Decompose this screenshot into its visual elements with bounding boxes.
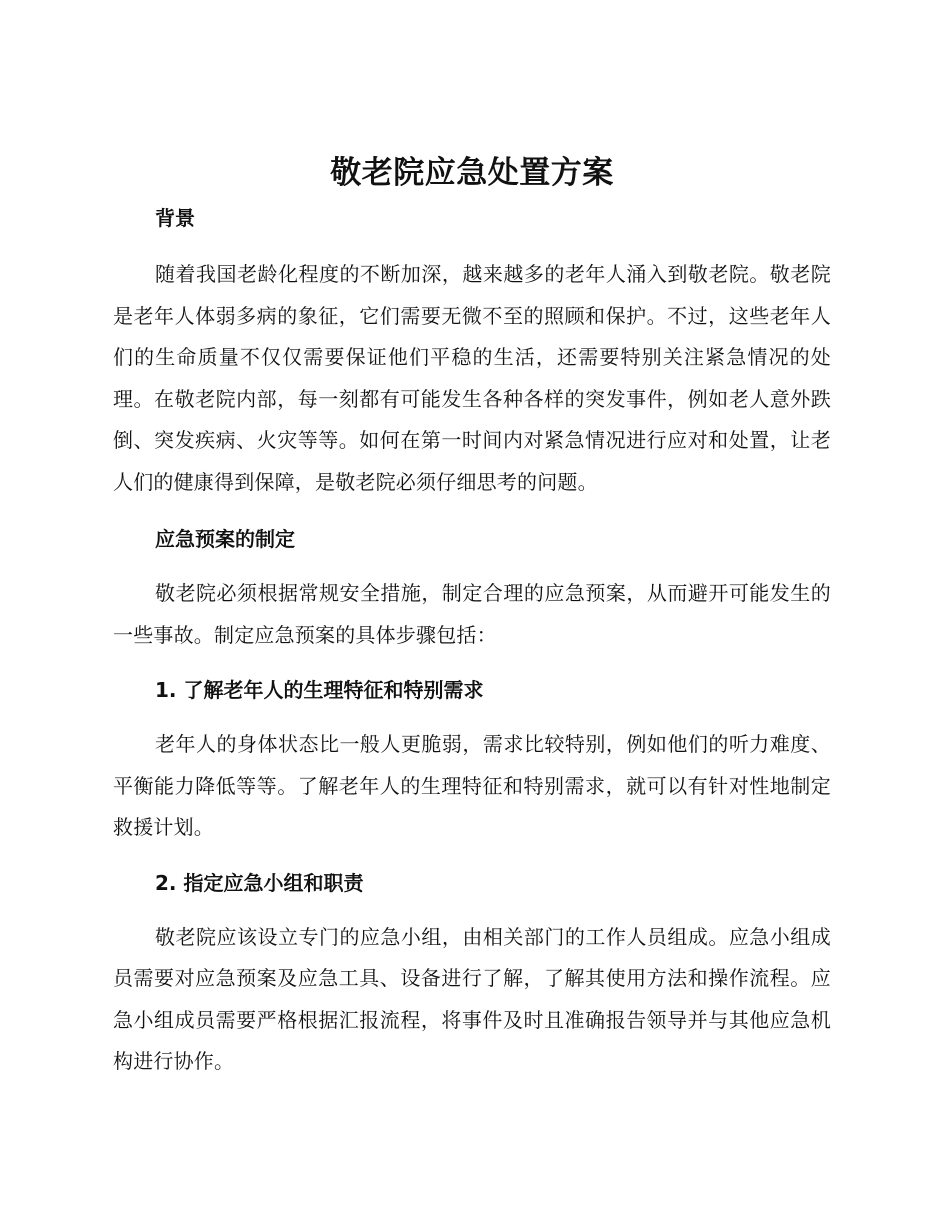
document-title: 敬老院应急处置方案	[330, 155, 614, 191]
section-heading-background: 背景	[155, 206, 195, 230]
section-paragraph-step-2: 敬老院应该设立专门的应急小组，由相关部门的工作人员组成。应急小组成员需要对应急预案及应急工具、设备进行了解，了解其使用方法和操作流程。应急小组成员需要严格根据汇报流程，将事件及时且准确报告领导并与其他应急机构进行协作。	[113, 924, 831, 1073]
section-heading-step-1: 1. 了解老年人的生理特征和特别需求	[155, 678, 484, 702]
section-paragraph-step-1: 老年人的身体状态比一般人更脆弱，需求比较特别，例如他们的听力难度、平衡能力降低等等。了解老年人的生理特征和特别需求，就可以有针对性地制定救援计划。	[113, 732, 831, 839]
section-heading-step-2: 2. 指定应急小组和职责	[155, 870, 364, 895]
section-heading-emergency-plan: 应急预案的制定	[155, 527, 295, 551]
section-paragraph-emergency-plan: 敬老院必须根据常规安全措施，制定合理的应急预案，从而避开可能发生的一些事故。制定应急预案的具体步骤包括：	[113, 581, 831, 647]
section-paragraph-background: 随着我国老龄化程度的不断加深，越来越多的老年人涌入到敬老院。敬老院是老年人体弱多病的象征，它们需要无微不至的照顾和保护。不过，这些老年人们的生命质量不仅仅需要保证他们平稳的生活，还需要特别关注紧急情况的处理。在敬老院内部，每一刻都有可能发生各种各样的突发事件，例如老人意外跌倒、突发疾病、火灾等等。如何在第一时间内对紧急情况进行应对和处置，让老人们的健康得到保障，是敬老院必须仔细思考的问题。	[113, 262, 831, 494]
document-page	[113, 150, 831, 1083]
